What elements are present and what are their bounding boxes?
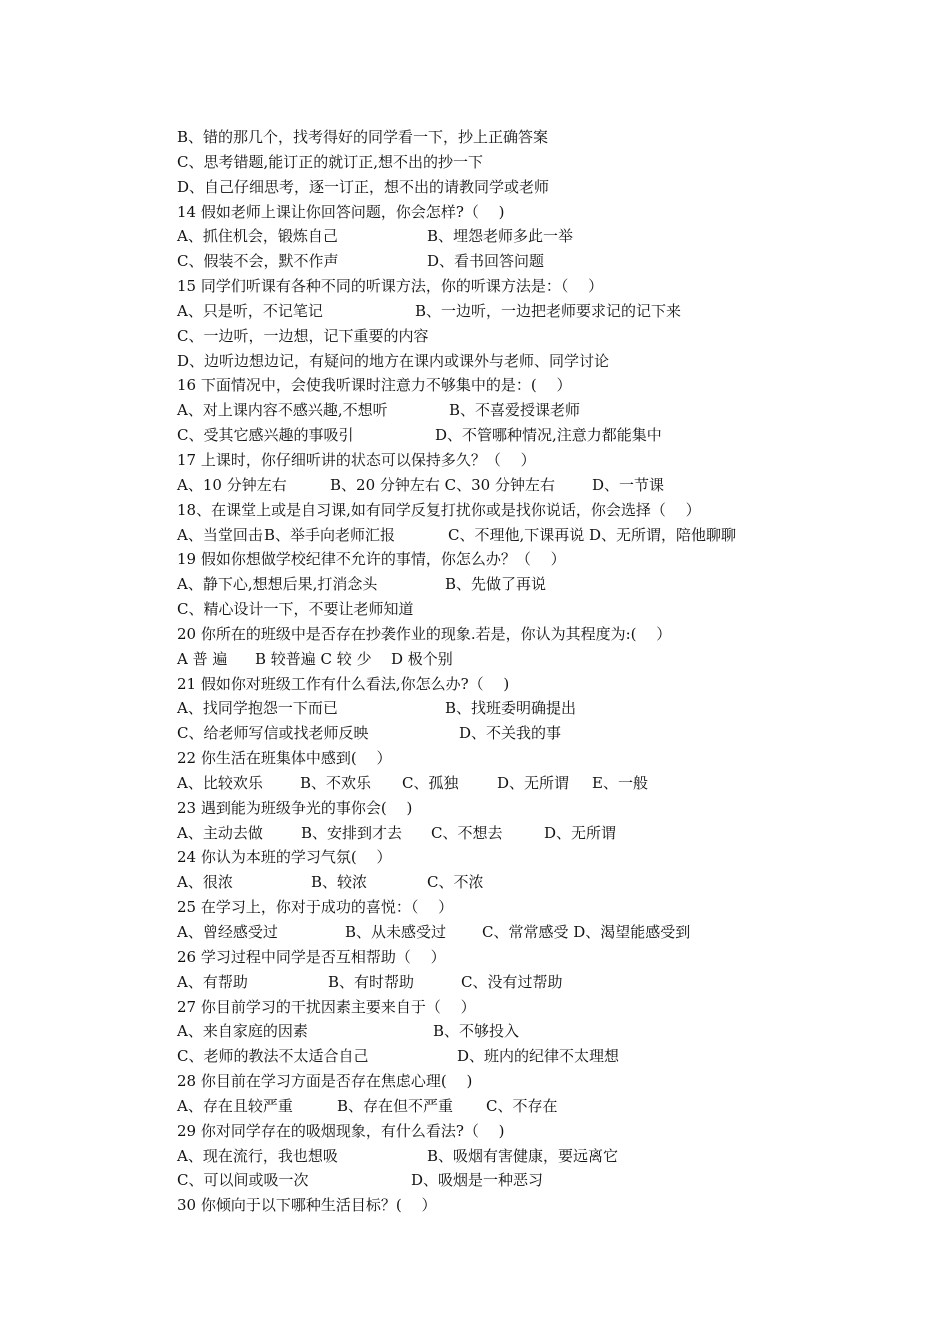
line-text: A、静下心,想想后果,打消念头 xyxy=(177,575,378,594)
text-line xyxy=(177,324,777,349)
text-line xyxy=(177,398,777,423)
option-text: D、看书回答问题 xyxy=(427,252,545,271)
option-text: C、不浓 xyxy=(427,873,484,892)
line-text: A、主动去做 xyxy=(177,823,263,842)
text-line xyxy=(177,970,777,995)
line-text: A、抓住机会，锻炼自己 xyxy=(177,227,338,246)
line-text: 30 你倾向于以下哪种生活目标？( ） xyxy=(177,1196,437,1215)
line-text: 20 你所在的班级中是否存在抄袭作业的现象.若是，你认为其程度为:( ） xyxy=(177,624,672,643)
option-text: B、从未感受过 xyxy=(345,923,447,941)
option-text: B、吸烟有害健康，要远离它 xyxy=(427,1146,619,1165)
option-text: B、20 分钟左右 C、30 分钟左右 xyxy=(330,475,555,494)
option-text: C、常常感受 D、渴望能感受到 xyxy=(482,923,691,941)
text-line xyxy=(177,622,777,647)
line-text: A、现在流行，我也想吸 xyxy=(177,1146,338,1165)
text-line xyxy=(177,349,777,374)
text-line xyxy=(177,200,777,225)
text-line xyxy=(177,721,777,746)
line-text: 24 你认为本班的学习气氛( ） xyxy=(177,848,392,867)
text-line xyxy=(177,175,777,200)
line-text: 14 假如老师上课让你回答问题，你会怎样?（ ) xyxy=(177,202,505,221)
text-line xyxy=(177,224,777,249)
text-line xyxy=(177,1144,777,1169)
text-line xyxy=(177,995,777,1020)
text-line xyxy=(177,1044,777,1069)
line-text: 16 下面情况中，会使我听课时注意力不够集中的是：( ） xyxy=(177,376,572,395)
option-text: B、举手向老师汇报 xyxy=(264,525,396,544)
text-line xyxy=(177,1168,777,1193)
option-text: D、不管哪种情况,注意力都能集中 xyxy=(435,426,662,445)
text-line xyxy=(177,1193,777,1218)
text-line xyxy=(177,821,777,846)
option-text: D、不关我的事 xyxy=(459,724,562,743)
line-text: A、很浓 xyxy=(177,873,233,892)
line-text: 21 假如你对班级工作有什么看法,你怎么办?（ ) xyxy=(177,674,510,693)
line-text: A、只是听，不记笔记 xyxy=(177,301,323,320)
option-text: D、无所谓 xyxy=(544,823,617,842)
text-line xyxy=(177,498,777,523)
line-text: A、有帮助 xyxy=(177,972,248,991)
line-text: A 普 遍 xyxy=(177,649,228,668)
option-text: B、一边听，一边把老师要求记的记下来 xyxy=(415,301,682,320)
option-text: B、较浓 xyxy=(311,873,368,892)
option-text: B、埋怨老师多此一举 xyxy=(427,227,574,246)
text-line xyxy=(177,249,777,274)
option-text: B、不欢乐 xyxy=(300,773,372,792)
line-text: A、曾经感受过 xyxy=(177,923,278,941)
text-line xyxy=(177,746,777,771)
text-line xyxy=(177,597,777,622)
line-text: A、对上课内容不感兴趣,不想听 xyxy=(177,401,388,420)
line-text: C、给老师写信或找老师反映 xyxy=(177,724,369,743)
text-line xyxy=(177,870,777,895)
line-text: 26 学习过程中同学是否互相帮助（ ） xyxy=(177,947,446,966)
text-line xyxy=(177,299,777,324)
line-text: C、受其它感兴趣的事吸引 xyxy=(177,426,354,445)
option-text: B、先做了再说 xyxy=(445,575,547,594)
line-text: 27 你目前学习的干扰因素主要来自于（ ） xyxy=(177,997,476,1016)
line-text: B、错的那几个，找考得好的同学看一下，抄上正确答案 xyxy=(177,128,549,146)
line-text: C、可以间或吸一次 xyxy=(177,1171,309,1190)
option-text: C、不想去 xyxy=(431,823,503,842)
line-text: A、存在且较严重 xyxy=(177,1096,293,1115)
text-line xyxy=(177,125,777,150)
text-line xyxy=(177,572,777,597)
line-text: C、精心设计一下，不要让老师知道 xyxy=(177,600,414,619)
line-text: D、边听边想边记，有疑问的地方在课内或课外与老师、同学讨论 xyxy=(177,351,610,370)
text-line xyxy=(177,1069,777,1094)
line-text: 15 同学们听课有各种不同的听课方法，你的听课方法是：（ ） xyxy=(177,277,604,296)
text-line xyxy=(177,771,777,796)
text-line xyxy=(177,647,777,672)
line-text: 28 你目前在学习方面是否存在焦虑心理( ) xyxy=(177,1072,473,1091)
option-text: C、不存在 xyxy=(486,1096,558,1115)
questionnaire-text xyxy=(177,125,777,1218)
text-line xyxy=(177,920,777,945)
line-text: 25 在学习上，你对于成功的喜悦：（ ） xyxy=(177,898,454,917)
text-line xyxy=(177,448,777,473)
line-text: 23 遇到能为班级争光的事你会( ) xyxy=(177,798,413,817)
line-text: C、老师的教法不太适合自己 xyxy=(177,1047,369,1066)
line-text: 29 你对同学存在的吸烟现象，有什么看法?（ ) xyxy=(177,1121,505,1140)
text-line xyxy=(177,1119,777,1144)
line-text: C、一边听，一边想，记下重要的内容 xyxy=(177,326,429,345)
option-text: C、没有过帮助 xyxy=(461,972,563,991)
text-line xyxy=(177,672,777,697)
option-text: B、有时帮助 xyxy=(328,972,415,991)
line-text: 18、在课堂上或是自习课,如有同学反复打扰你或是找你说话，你会选择（ ） xyxy=(177,500,701,519)
option-text: D、一节课 xyxy=(592,475,665,494)
option-text: E、一般 xyxy=(592,773,648,792)
text-line xyxy=(177,895,777,920)
option-text: B、不够投入 xyxy=(433,1022,520,1041)
line-text: A、比较欢乐 xyxy=(177,773,263,792)
option-text: B、不喜爱授课老师 xyxy=(449,401,581,420)
option-text: C、不理他,下课再说 D、无所谓，陪他聊聊 xyxy=(448,525,737,544)
text-line xyxy=(177,1094,777,1119)
text-line xyxy=(177,547,777,572)
line-text: 19 假如你想做学校纪律不允许的事情，你怎么办？（ ） xyxy=(177,550,566,569)
line-text: 17 上课时，你仔细听讲的状态可以保持多久？（ ） xyxy=(177,450,536,469)
text-line xyxy=(177,473,777,498)
line-text: A、10 分钟左右 xyxy=(177,475,287,494)
text-line xyxy=(177,150,777,175)
text-line xyxy=(177,845,777,870)
line-text: D、自己仔细思考，逐一订正，想不出的请教同学或老师 xyxy=(177,177,550,196)
line-text: A、来自家庭的因素 xyxy=(177,1022,308,1041)
option-text: B、安排到才去 xyxy=(301,823,403,842)
text-line xyxy=(177,1019,777,1044)
option-text: B 较普遍 C 较 少 xyxy=(255,649,372,668)
option-text: D 极个别 xyxy=(391,649,453,668)
text-line xyxy=(177,696,777,721)
option-text: C、孤独 xyxy=(402,773,459,792)
option-text: D、无所谓 xyxy=(497,773,570,792)
line-text: A、当堂回击 xyxy=(177,525,263,544)
option-text: B、找班委明确提出 xyxy=(445,699,577,718)
text-line xyxy=(177,373,777,398)
option-text: D、班内的纪律不太理想 xyxy=(457,1047,620,1066)
text-line xyxy=(177,274,777,299)
line-text: 22 你生活在班集体中感到( ） xyxy=(177,749,392,768)
option-text: D、吸烟是一种恶习 xyxy=(411,1171,544,1190)
text-line xyxy=(177,423,777,448)
text-line xyxy=(177,945,777,970)
text-line xyxy=(177,523,777,548)
option-text: B、存在但不严重 xyxy=(337,1096,454,1115)
text-line xyxy=(177,796,777,821)
line-text: C、思考错题,能订正的就订正,想不出的抄一下 xyxy=(177,152,484,171)
line-text: A、找同学抱怨一下而已 xyxy=(177,699,338,718)
line-text: C、假装不会，默不作声 xyxy=(177,252,339,271)
